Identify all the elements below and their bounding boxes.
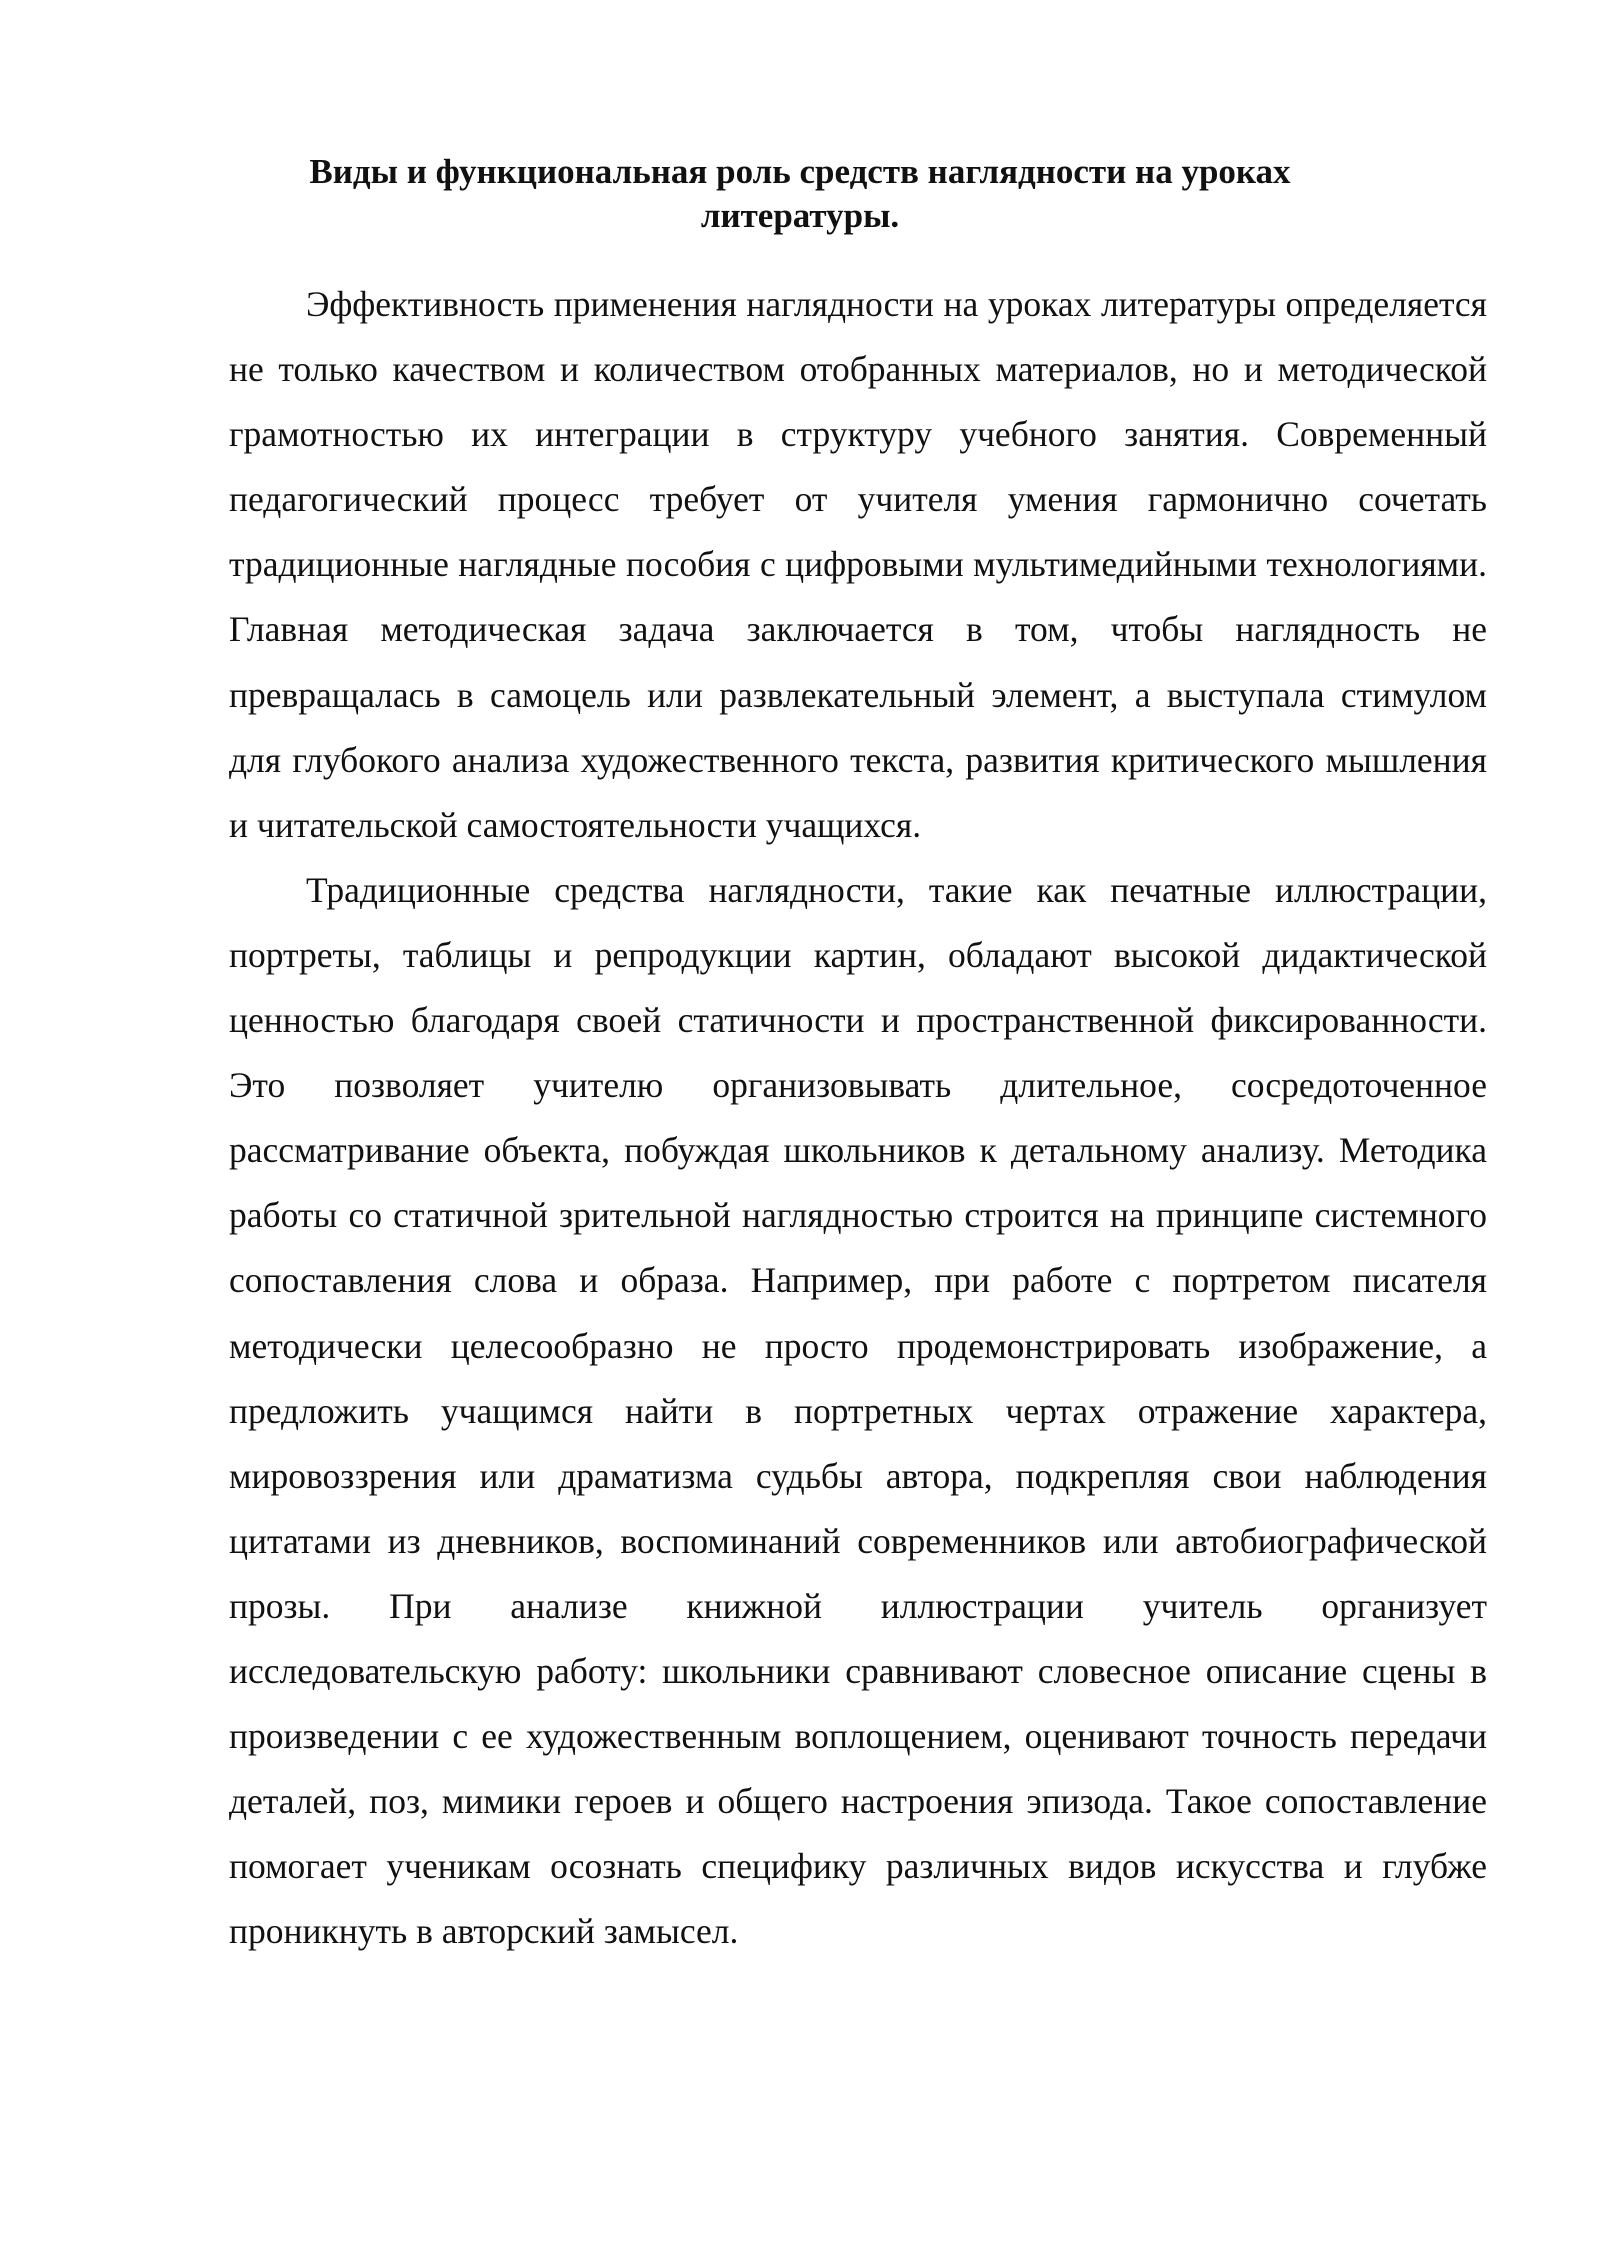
paragraph-1: Эффективность применения наглядности на уроках литературы определяется не только качеством и количеством отобранных материалов, но и методической грамотностью их интеграции в структуру учебного занятия. Современный педагогический процесс требует от учителя умения гармонично сочетать традиционные наглядные пособия с цифровыми мультимедийными технологиями. Главная методическая задача заключается в том, чтобы наглядность не превращалась в самоцель или развлекательный элемент, а выступала стимулом для глубокого анализа художественного текста, развития критического мышления и читательской самостоятельности учащихся. [229,284,1487,845]
paragraph-2: Традиционные средства наглядности, такие как печатные иллюстрации, портреты, таблицы и репродукции картин, обладают высокой дидактической ценностью благодаря своей статичности и пространственной фиксированности. Это позволяет учителю организовывать длительное, сосредоточенное рассматривание объекта, побуждая школьников к детальному анализу. Методика работы со статичной зрительной наглядностью строится на принципе системного сопоставления слова и образа. Например, при работе с портретом писателя методически целесообразно не просто продемонстрировать изображение, а предложить учащимся найти в портретных чертах отражение характера, мировоззрения или драматизма судьбы автора, подкрепляя свои наблюдения цитатами из дневников, воспоминаний современников или автобиографической прозы. При анализе книжной иллюстрации учитель организует исследовательскую работу: школьники сравнивают словесное описание сцены в произведении с ее художественным воплощением, оценивают точность передачи деталей, поз, мимики героев и общего настроения эпизода. Такое сопоставление помогает ученикам осознать специфику различных видов искусства и глубже проникнуть в авторский замысел. [229,869,1487,1952]
document-title: Виды и функциональная роль средств наглядности на уроках литературы. [309,152,1291,235]
document-body [229,272,1487,1964]
